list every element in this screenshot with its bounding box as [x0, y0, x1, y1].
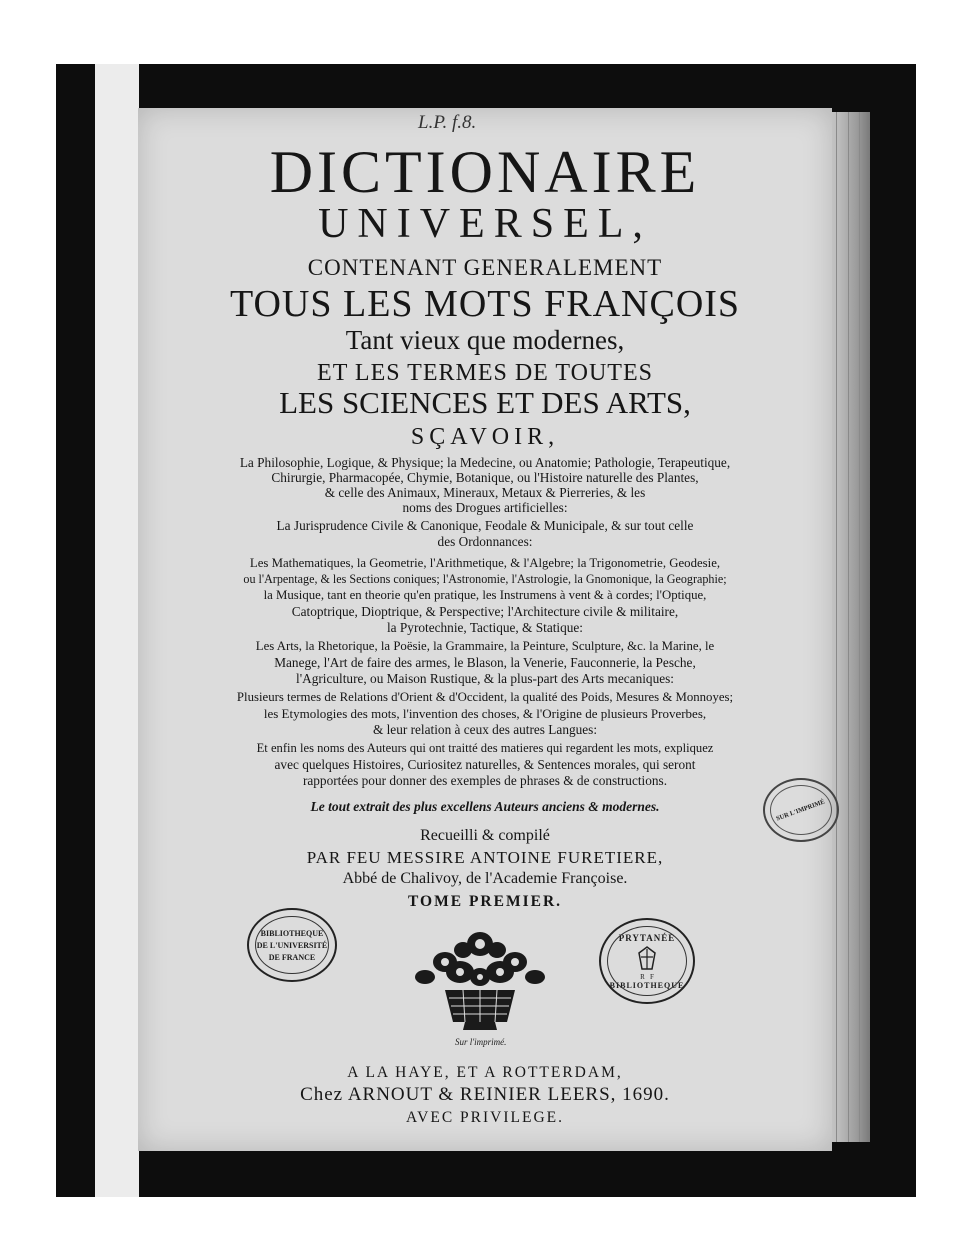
stamp-universite-bottom: DE FRANCE [268, 952, 316, 962]
body-line: Manege, l'Art de faire des armes, le Blason, la Venerie, Fauconnerie, la Pesche, [274, 655, 696, 670]
stamp-universite-middle: DE L'UNIVERSITÉ [256, 940, 328, 950]
imprint-line-place: A LA HAYE, ET A ROTTERDAM, [347, 1064, 623, 1081]
abbe-line: Abbé de Chalivoy, de l'Academie Françoise. [342, 870, 628, 887]
left-light-strip [95, 64, 139, 1197]
author-line: PAR FEU MESSIRE ANTOINE FURETIERE, [306, 848, 664, 867]
body-line: rapportées pour donner des exemples de phrases & de constructions. [302, 773, 668, 788]
body-line: La Jurisprudence Civile & Canonique, Feodale & Municipale, & sur tout celle [276, 518, 694, 533]
title-line-les-sciences: LES SCIENCES ET DES ARTS, [279, 385, 691, 420]
stamp-margin-text: SUR L'IMPRIMÉ [775, 797, 827, 823]
body-line: ou l'Arpentage, & les Sections coniques; l'Astronomie, l'Astrologie, la Gnomonique, la Geographie; [243, 572, 727, 586]
body-line: Et enfin les noms des Auteurs qui ont traitté des matieres qui regardent les mots, expliquez [256, 741, 714, 755]
stamp-margin [763, 778, 839, 842]
title-line-universel: UNIVERSEL, [318, 201, 652, 247]
body-line: La Philosophie, Logique, & Physique; la Medecine, ou Anatomie; Pathologie, Terapeutique, [239, 455, 731, 470]
title-line-dictionaire: DICTIONAIRE [269, 139, 701, 205]
imprint-line-privilege: AVEC PRIVILEGE. [405, 1109, 565, 1126]
body-line: la Pyrotechnie, Tactique, & Statique: [386, 620, 583, 635]
title-line-scavoir: SÇAVOIR, [410, 424, 560, 450]
flower-basket-ornament [405, 922, 555, 1037]
body-line: & leur relation à ceux des autres Langues: [372, 722, 598, 737]
body-line: avec quelques Histoires, Curiositez naturelles, & Sentences morales, qui seront [274, 757, 696, 772]
body-line: les Etymologies des mots, l'invention des choses, & l'Origine de plusieurs Proverbes, [263, 706, 707, 721]
title-line-et-les-termes: ET LES TERMES DE TOUTES [317, 360, 653, 386]
body-line: Plusieurs termes de Relations d'Orient & d'Occident, la qualité des Poids, Mesures & Monnoyes; [236, 690, 734, 704]
stamp-prytanee-bottom: BIBLIOTHEQUE [609, 980, 685, 990]
body-line: Les Mathematiques, la Geometrie, l'Arithmetique, & l'Algebre; la Trigonometrie, Geodesie, [249, 556, 721, 570]
extract-line: Le tout extrait des plus excellens Auteurs anciens & modernes. [310, 799, 660, 814]
body-line: la Musique, tant en theorie qu'en pratique, les Instrumens à vent & à cordes; l'Optique, [263, 588, 707, 602]
stamp-universite-top: BIBLIOTHEQUE [260, 928, 324, 938]
imprint-line-publisher: Chez ARNOUT & REINIER LEERS, 1690. [300, 1084, 670, 1105]
compiled-line: Recueilli & compilé [420, 827, 550, 844]
stamp-prytanee-top: PRYTANÉE [618, 932, 676, 943]
title-line-contenant: CONTENANT GENERALEMENT [307, 255, 663, 280]
body-line: Les Arts, la Rhetorique, la Poësie, la Grammaire, la Peinture, Sculpture, &c. la Marine, le [255, 639, 715, 653]
title-line-tant-vieux: Tant vieux que modernes, [345, 325, 625, 355]
shelfmark: L.P. f.8. [418, 112, 477, 133]
stamp-prytanee [599, 918, 695, 1004]
body-line: l'Agriculture, ou Maison Rustique, & la plus-part des Arts mecaniques: [296, 671, 674, 686]
stamp-prytanee-letters: R F [640, 972, 654, 981]
body-line: & celle des Animaux, Mineraux, Metaux & Pierreries, & les [324, 485, 646, 500]
body-line: noms des Drogues artificielles: [402, 500, 568, 515]
body-line: Chirurgie, Pharmacopée, Chymie, Botanique, ou l'Histoire naturelle des Plantes, [271, 470, 699, 485]
body-line: Catoptrique, Dioptrique, & Perspective; l'Architecture civile & militaire, [291, 604, 679, 619]
title-block [140, 0, 830, 1260]
title-line-tous-les-mots: TOUS LES MOTS FRANÇOIS [229, 283, 741, 325]
tome-line: TOME PREMIER. [407, 893, 563, 910]
ornament-caption: Sur l'imprimé. [455, 1037, 507, 1047]
stamp-universite [247, 908, 337, 982]
body-line: des Ordonnances: [437, 534, 533, 549]
